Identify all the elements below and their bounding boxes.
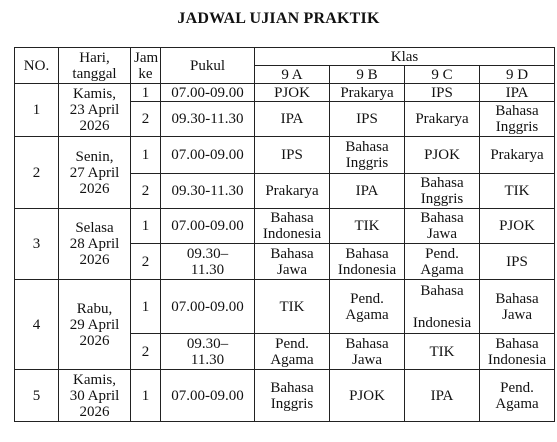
row-number: 5 bbox=[15, 370, 59, 422]
session-time: 09.30– 11.30 bbox=[161, 334, 255, 370]
subject-cell: PJOK bbox=[330, 370, 405, 422]
day-date: Rabu, 29 April 2026 bbox=[59, 280, 131, 370]
session-number: 1 bbox=[131, 137, 161, 174]
subject-cell: Bahasa Inggris bbox=[480, 102, 555, 137]
subject-cell: PJOK bbox=[480, 209, 555, 244]
table-row bbox=[15, 280, 555, 334]
subject-cell: IPS bbox=[255, 137, 330, 174]
session-time: 07.00-09.00 bbox=[161, 370, 255, 422]
session-time: 09.30-11.30 bbox=[161, 102, 255, 137]
subject-cell: PJOK bbox=[255, 84, 330, 102]
subject-cell: Bahasa Jawa bbox=[330, 334, 405, 370]
subject-cell: Pend. Agama bbox=[480, 370, 555, 422]
header-class: 9 C bbox=[405, 66, 480, 84]
table-row bbox=[15, 370, 555, 422]
subject-cell: Bahasa Inggris bbox=[255, 370, 330, 422]
page-title: JADWAL UJIAN PRAKTIK bbox=[177, 10, 380, 27]
subject-cell: Bahasa Indonesia bbox=[480, 334, 555, 370]
subject-cell: IPA bbox=[480, 84, 555, 102]
row-number: 4 bbox=[15, 280, 59, 370]
subject-cell: Bahasa Inggris bbox=[405, 174, 480, 209]
row-number: 3 bbox=[15, 209, 59, 280]
session-number: 1 bbox=[131, 209, 161, 244]
header-day: Hari, tanggal bbox=[59, 48, 131, 84]
session-number: 2 bbox=[131, 102, 161, 137]
session-number: 2 bbox=[131, 244, 161, 280]
header-class: 9 B bbox=[330, 66, 405, 84]
table-row bbox=[15, 209, 555, 244]
table-row bbox=[15, 84, 555, 102]
subject-cell: IPS bbox=[480, 244, 555, 280]
subject-cell: Prakarya bbox=[330, 84, 405, 102]
row-number: 2 bbox=[15, 137, 59, 209]
session-time: 07.00-09.00 bbox=[161, 137, 255, 174]
row-number: 1 bbox=[15, 84, 59, 137]
subject-cell: TIK bbox=[480, 174, 555, 209]
subject-cell: IPS bbox=[330, 102, 405, 137]
session-time: 09.30– 11.30 bbox=[161, 244, 255, 280]
subject-cell: Prakarya bbox=[405, 102, 480, 137]
session-number: 2 bbox=[131, 174, 161, 209]
header-no: NO. bbox=[15, 48, 59, 84]
subject-cell: Bahasa Indonesia bbox=[255, 209, 330, 244]
session-time: 07.00-09.00 bbox=[161, 209, 255, 244]
subject-cell: IPA bbox=[405, 370, 480, 422]
subject-cell: IPA bbox=[330, 174, 405, 209]
schedule-table bbox=[14, 47, 555, 422]
header-class: 9 A bbox=[255, 66, 330, 84]
subject-cell: Prakarya bbox=[480, 137, 555, 174]
session-time: 07.00-09.00 bbox=[161, 280, 255, 334]
session-number: 2 bbox=[131, 334, 161, 370]
header-class: 9 D bbox=[480, 66, 555, 84]
subject-cell: Pend. Agama bbox=[255, 334, 330, 370]
subject-cell: Pend. Agama bbox=[330, 280, 405, 334]
session-time: 09.30-11.30 bbox=[161, 174, 255, 209]
subject-cell: Pend. Agama bbox=[405, 244, 480, 280]
subject-cell: Bahasa Jawa bbox=[255, 244, 330, 280]
subject-cell: TIK bbox=[330, 209, 405, 244]
subject-cell: Bahasa Inggris bbox=[330, 137, 405, 174]
subject-cell: IPS bbox=[405, 84, 480, 102]
subject-cell: Bahasa Jawa bbox=[405, 209, 480, 244]
subject-cell: TIK bbox=[405, 334, 480, 370]
session-number: 1 bbox=[131, 370, 161, 422]
header-jam: Jam ke bbox=[131, 48, 161, 84]
subject-cell: Bahasa Jawa bbox=[480, 280, 555, 334]
subject-cell: IPA bbox=[255, 102, 330, 137]
day-date: Selasa 28 April 2026 bbox=[59, 209, 131, 280]
header-klas: Klas bbox=[255, 48, 555, 66]
subject-cell: Bahasa Indonesia bbox=[405, 280, 480, 334]
subject-cell: PJOK bbox=[405, 137, 480, 174]
subject-cell: Bahasa Indonesia bbox=[330, 244, 405, 280]
table-row bbox=[15, 137, 555, 174]
subject-cell: Prakarya bbox=[255, 174, 330, 209]
day-date: Senin, 27 April 2026 bbox=[59, 137, 131, 209]
session-time: 07.00-09.00 bbox=[161, 84, 255, 102]
session-number: 1 bbox=[131, 84, 161, 102]
session-number: 1 bbox=[131, 280, 161, 334]
day-date: Kamis, 30 April 2026 bbox=[59, 370, 131, 422]
subject-cell: TIK bbox=[255, 280, 330, 334]
day-date: Kamis, 23 April 2026 bbox=[59, 84, 131, 137]
header-pukul: Pukul bbox=[161, 48, 255, 84]
